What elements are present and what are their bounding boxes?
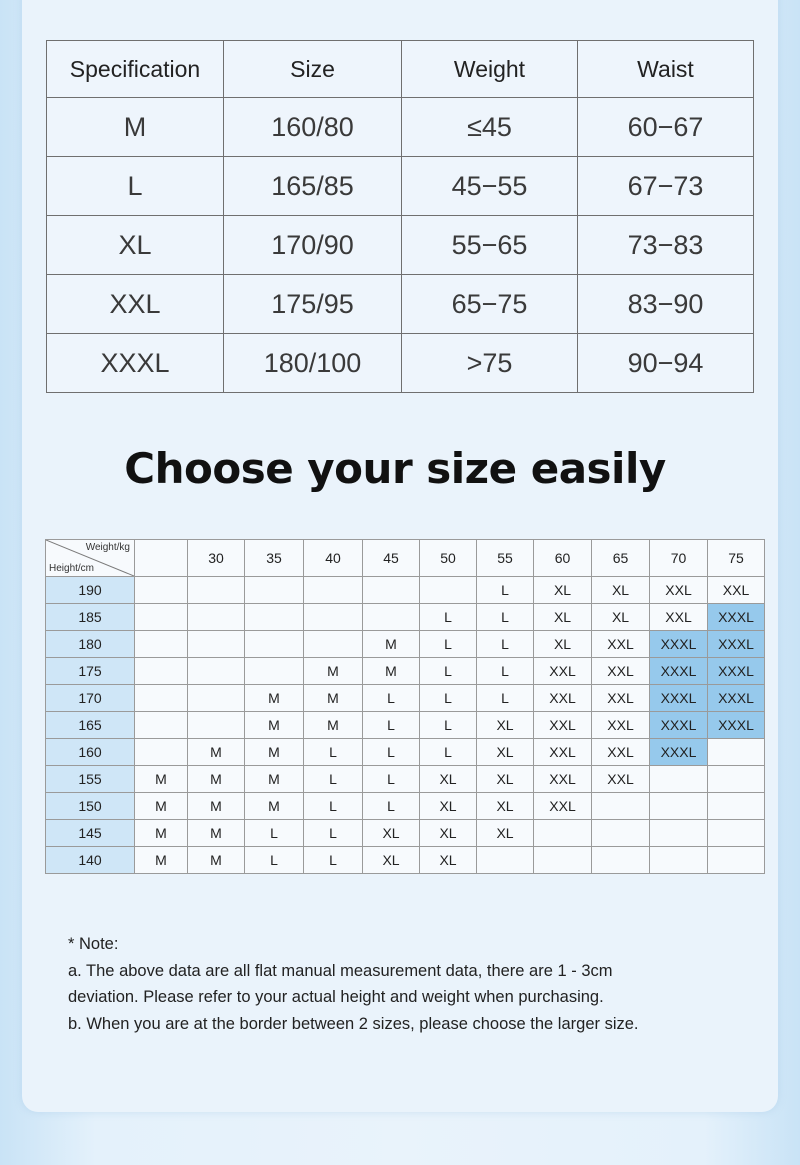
note-title: * Note: bbox=[68, 935, 119, 953]
grid-size-cell: L bbox=[363, 739, 420, 766]
grid-size-cell: M bbox=[245, 712, 304, 739]
grid-size-cell: XXL bbox=[592, 739, 650, 766]
grid-size-cell: XL bbox=[534, 577, 592, 604]
spec-row bbox=[47, 334, 754, 393]
grid-size-cell: L bbox=[420, 658, 477, 685]
grid-height-header: 145 bbox=[46, 820, 135, 847]
grid-size-cell: L bbox=[304, 820, 363, 847]
grid-size-cell bbox=[188, 631, 245, 658]
spec-cell: 175/95 bbox=[224, 275, 402, 334]
grid-height-header: 190 bbox=[46, 577, 135, 604]
grid-height-header: 150 bbox=[46, 793, 135, 820]
grid-size-cell: L bbox=[304, 766, 363, 793]
grid-corner-cell bbox=[46, 540, 135, 577]
grid-size-cell bbox=[650, 847, 708, 874]
grid-size-cell bbox=[188, 577, 245, 604]
grid-size-cell: XL bbox=[363, 847, 420, 874]
grid-row bbox=[46, 604, 765, 631]
grid-row bbox=[46, 739, 765, 766]
grid-size-cell: XL bbox=[477, 820, 534, 847]
grid-size-cell: XXL bbox=[534, 766, 592, 793]
spec-cell: 160/80 bbox=[224, 98, 402, 157]
grid-size-cell: L bbox=[420, 631, 477, 658]
grid-size-cell: XXXL bbox=[650, 631, 708, 658]
grid-size-cell: XXXL bbox=[650, 658, 708, 685]
grid-size-cell bbox=[420, 577, 477, 604]
grid-size-cell: L bbox=[420, 712, 477, 739]
specification-table bbox=[46, 40, 754, 393]
note-line-3: b. When you are at the border between 2 sizes, please choose the larger size. bbox=[68, 1014, 639, 1033]
grid-weight-header: 75 bbox=[708, 540, 765, 577]
grid-row bbox=[46, 577, 765, 604]
grid-size-cell: L bbox=[245, 820, 304, 847]
grid-size-cell: XXL bbox=[534, 685, 592, 712]
grid-size-cell: XXL bbox=[534, 712, 592, 739]
grid-size-cell bbox=[363, 577, 420, 604]
grid-row bbox=[46, 685, 765, 712]
grid-size-cell: M bbox=[304, 712, 363, 739]
spec-cell: >75 bbox=[402, 334, 578, 393]
spec-cell: 170/90 bbox=[224, 216, 402, 275]
grid-size-cell bbox=[592, 820, 650, 847]
grid-size-cell: M bbox=[245, 766, 304, 793]
spec-cell: 65−75 bbox=[402, 275, 578, 334]
grid-size-cell: L bbox=[363, 766, 420, 793]
grid-height-header: 140 bbox=[46, 847, 135, 874]
spec-cell: 90−94 bbox=[578, 334, 754, 393]
grid-size-cell bbox=[135, 604, 188, 631]
grid-size-cell bbox=[477, 847, 534, 874]
grid-size-cell: M bbox=[188, 847, 245, 874]
grid-size-cell: L bbox=[477, 685, 534, 712]
grid-row bbox=[46, 712, 765, 739]
grid-size-cell: XL bbox=[592, 577, 650, 604]
grid-size-cell: XL bbox=[477, 793, 534, 820]
spec-cell: 165/85 bbox=[224, 157, 402, 216]
spec-cell: 67−73 bbox=[578, 157, 754, 216]
grid-row bbox=[46, 631, 765, 658]
grid-height-header: 185 bbox=[46, 604, 135, 631]
grid-size-cell: XXL bbox=[534, 739, 592, 766]
spec-header-row bbox=[47, 41, 754, 98]
grid-size-cell: L bbox=[304, 847, 363, 874]
grid-height-header: 170 bbox=[46, 685, 135, 712]
grid-size-cell bbox=[650, 820, 708, 847]
spec-row bbox=[47, 157, 754, 216]
grid-weight-header: 50 bbox=[420, 540, 477, 577]
spec-cell: 73−83 bbox=[578, 216, 754, 275]
grid-corner-weight-label: Weight/kg bbox=[85, 542, 130, 553]
note-block bbox=[68, 931, 768, 1037]
grid-height-header: 165 bbox=[46, 712, 135, 739]
grid-weight-header: 65 bbox=[592, 540, 650, 577]
grid-size-cell: M bbox=[304, 685, 363, 712]
grid-height-header: 160 bbox=[46, 739, 135, 766]
grid-size-cell: XXXL bbox=[708, 685, 765, 712]
grid-size-cell bbox=[245, 577, 304, 604]
grid-weight-header: 60 bbox=[534, 540, 592, 577]
grid-size-cell bbox=[304, 604, 363, 631]
grid-size-cell bbox=[534, 820, 592, 847]
grid-row bbox=[46, 847, 765, 874]
grid-size-cell: XXL bbox=[592, 685, 650, 712]
grid-size-cell bbox=[592, 847, 650, 874]
grid-size-cell bbox=[650, 793, 708, 820]
grid-row bbox=[46, 766, 765, 793]
note-line-1: a. The above data are all flat manual measurement data, there are 1 - 3cm bbox=[68, 961, 613, 980]
grid-size-cell: M bbox=[135, 766, 188, 793]
spec-cell: XXXL bbox=[47, 334, 224, 393]
grid-size-cell: XXXL bbox=[708, 631, 765, 658]
grid-size-cell: L bbox=[363, 685, 420, 712]
grid-size-cell: XL bbox=[477, 766, 534, 793]
grid-size-cell bbox=[245, 631, 304, 658]
grid-size-cell: M bbox=[363, 631, 420, 658]
grid-header-row bbox=[46, 540, 765, 577]
grid-weight-header bbox=[135, 540, 188, 577]
grid-size-cell bbox=[188, 604, 245, 631]
grid-size-cell: XL bbox=[592, 604, 650, 631]
spec-cell: XL bbox=[47, 216, 224, 275]
grid-size-cell bbox=[135, 577, 188, 604]
grid-size-cell: L bbox=[477, 658, 534, 685]
grid-size-cell: M bbox=[135, 847, 188, 874]
grid-size-cell: L bbox=[420, 739, 477, 766]
grid-size-cell: XL bbox=[420, 820, 477, 847]
grid-size-cell bbox=[245, 658, 304, 685]
grid-size-cell bbox=[135, 739, 188, 766]
grid-row bbox=[46, 658, 765, 685]
grid-height-header: 180 bbox=[46, 631, 135, 658]
spec-cell: ≤45 bbox=[402, 98, 578, 157]
grid-size-cell: M bbox=[188, 766, 245, 793]
grid-size-cell: XXXL bbox=[708, 658, 765, 685]
grid-row bbox=[46, 820, 765, 847]
grid-size-cell: XL bbox=[363, 820, 420, 847]
grid-size-cell: M bbox=[245, 685, 304, 712]
grid-size-cell: L bbox=[363, 712, 420, 739]
spec-header-weight: Weight bbox=[402, 41, 578, 98]
grid-size-cell: L bbox=[477, 604, 534, 631]
grid-row bbox=[46, 793, 765, 820]
grid-size-cell bbox=[245, 604, 304, 631]
grid-size-cell bbox=[592, 793, 650, 820]
grid-size-cell bbox=[188, 712, 245, 739]
grid-size-cell: XXL bbox=[650, 577, 708, 604]
grid-size-cell: M bbox=[304, 658, 363, 685]
grid-weight-header: 35 bbox=[245, 540, 304, 577]
spec-cell: 55−65 bbox=[402, 216, 578, 275]
spec-header-specification: Specification bbox=[47, 41, 224, 98]
size-grid-table bbox=[45, 539, 765, 874]
grid-size-cell: XL bbox=[420, 793, 477, 820]
grid-size-cell: XL bbox=[477, 712, 534, 739]
grid-size-cell bbox=[708, 847, 765, 874]
grid-size-cell: M bbox=[188, 820, 245, 847]
grid-corner-height-label: Height/cm bbox=[49, 563, 95, 574]
grid-size-cell bbox=[135, 631, 188, 658]
grid-size-cell bbox=[135, 685, 188, 712]
grid-size-cell: XXL bbox=[534, 793, 592, 820]
grid-size-cell: L bbox=[245, 847, 304, 874]
spec-cell: 45−55 bbox=[402, 157, 578, 216]
grid-size-cell: XXL bbox=[650, 604, 708, 631]
grid-size-cell: L bbox=[477, 631, 534, 658]
spec-header-size: Size bbox=[224, 41, 402, 98]
grid-size-cell bbox=[188, 658, 245, 685]
grid-size-cell bbox=[304, 631, 363, 658]
grid-size-cell: XL bbox=[420, 766, 477, 793]
grid-size-cell bbox=[363, 604, 420, 631]
grid-size-cell: L bbox=[304, 793, 363, 820]
grid-size-cell: L bbox=[363, 793, 420, 820]
grid-size-cell: XL bbox=[534, 604, 592, 631]
grid-weight-header: 40 bbox=[304, 540, 363, 577]
grid-size-cell: M bbox=[188, 793, 245, 820]
grid-size-cell: XL bbox=[534, 631, 592, 658]
grid-size-cell bbox=[304, 577, 363, 604]
grid-weight-header: 45 bbox=[363, 540, 420, 577]
grid-size-cell: L bbox=[420, 685, 477, 712]
spec-cell: 180/100 bbox=[224, 334, 402, 393]
grid-size-cell: M bbox=[135, 820, 188, 847]
grid-size-cell bbox=[135, 658, 188, 685]
spec-cell: XXL bbox=[47, 275, 224, 334]
grid-size-cell: M bbox=[245, 739, 304, 766]
grid-size-cell bbox=[708, 820, 765, 847]
spec-row bbox=[47, 98, 754, 157]
grid-size-cell bbox=[135, 712, 188, 739]
grid-size-cell: L bbox=[304, 739, 363, 766]
grid-size-cell: XXXL bbox=[650, 712, 708, 739]
grid-size-cell: XXXL bbox=[708, 604, 765, 631]
grid-size-cell: XXL bbox=[592, 712, 650, 739]
grid-size-cell: M bbox=[363, 658, 420, 685]
grid-size-cell bbox=[534, 847, 592, 874]
grid-size-cell bbox=[708, 766, 765, 793]
grid-size-cell bbox=[708, 739, 765, 766]
grid-size-cell: XXL bbox=[592, 631, 650, 658]
grid-size-cell: XXL bbox=[592, 658, 650, 685]
grid-height-header: 155 bbox=[46, 766, 135, 793]
grid-size-cell: M bbox=[188, 739, 245, 766]
spec-cell: M bbox=[47, 98, 224, 157]
note-line-2: deviation. Please refer to your actual height and weight when purchasing. bbox=[68, 988, 604, 1006]
grid-size-cell bbox=[188, 685, 245, 712]
grid-size-cell: L bbox=[477, 577, 534, 604]
grid-size-cell: XXXL bbox=[650, 685, 708, 712]
spec-cell: 83−90 bbox=[578, 275, 754, 334]
spec-row bbox=[47, 275, 754, 334]
grid-size-cell: XXL bbox=[534, 658, 592, 685]
grid-size-cell: XL bbox=[477, 739, 534, 766]
grid-height-header: 175 bbox=[46, 658, 135, 685]
grid-size-cell: M bbox=[245, 793, 304, 820]
spec-cell: 60−67 bbox=[578, 98, 754, 157]
grid-weight-header: 70 bbox=[650, 540, 708, 577]
grid-size-cell: XXL bbox=[592, 766, 650, 793]
grid-size-cell: L bbox=[420, 604, 477, 631]
page-heading: Choose your size easily bbox=[124, 444, 666, 493]
grid-weight-header: 30 bbox=[188, 540, 245, 577]
grid-size-cell: XXXL bbox=[708, 712, 765, 739]
spec-row bbox=[47, 216, 754, 275]
grid-size-cell: XXL bbox=[708, 577, 765, 604]
spec-cell: L bbox=[47, 157, 224, 216]
grid-size-cell: XXXL bbox=[650, 739, 708, 766]
grid-size-cell bbox=[708, 793, 765, 820]
grid-size-cell: XL bbox=[420, 847, 477, 874]
grid-weight-header: 55 bbox=[477, 540, 534, 577]
spec-header-waist: Waist bbox=[578, 41, 754, 98]
grid-size-cell bbox=[650, 766, 708, 793]
grid-size-cell: M bbox=[135, 793, 188, 820]
